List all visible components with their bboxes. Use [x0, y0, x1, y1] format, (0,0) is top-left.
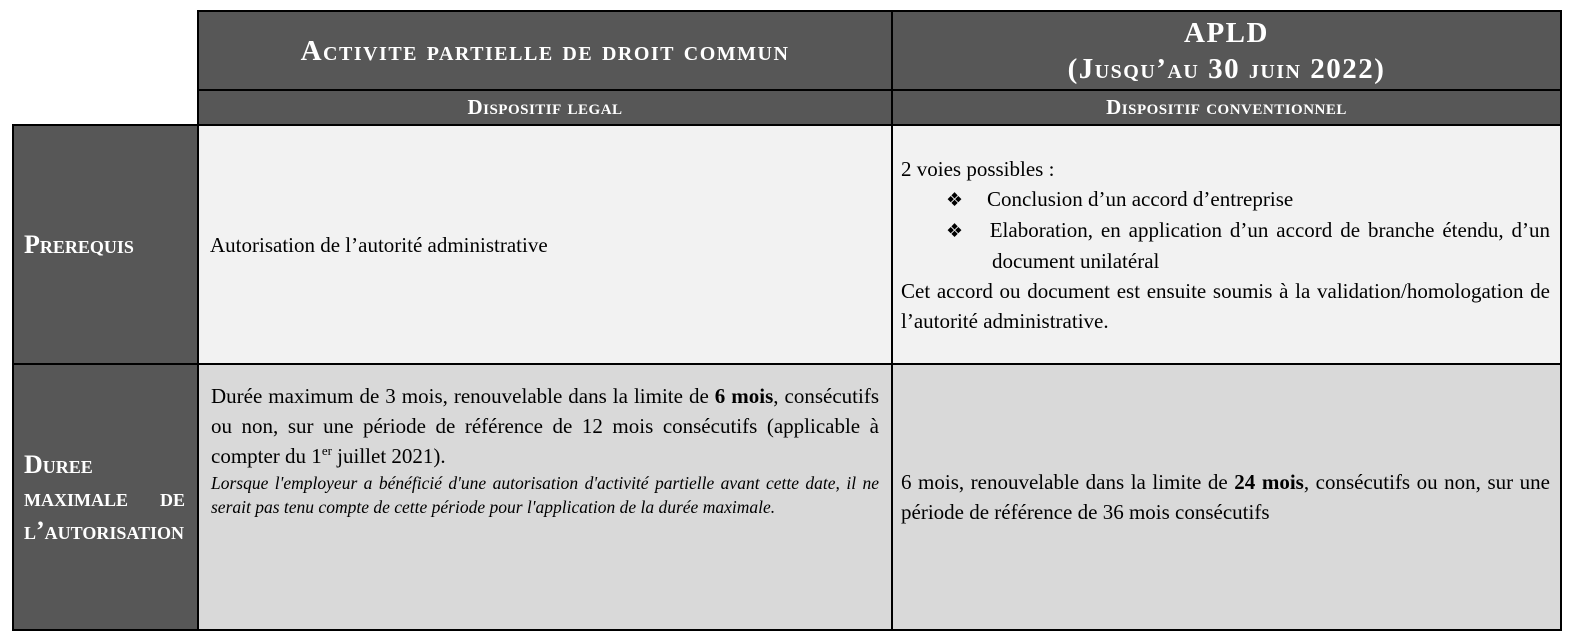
- duree-apdc-bold: 6 mois: [714, 384, 774, 408]
- diamond-bullet-icon: ❖: [946, 219, 966, 242]
- empty-corner-cell: [13, 90, 198, 125]
- cell-prerequis-apdc: [198, 125, 892, 364]
- diamond-bullet-icon: ❖: [946, 188, 964, 211]
- row-label-prerequis: Prerequis: [13, 125, 198, 364]
- duree-apld-text: [901, 467, 1550, 527]
- header-apld-title-line2: (Jusqu’au 30 juin 2022): [1067, 52, 1386, 85]
- list-item-text: Conclusion d’un accord d’entreprise: [987, 186, 1294, 211]
- header-cell-apdc: [198, 11, 892, 90]
- prerequis-apld-outro: Cet accord ou document est ensuite soumis à la validation/homologation de l’autorité administrative.: [901, 278, 1550, 333]
- header-apdc-title: Activite partielle de droit commun: [300, 34, 790, 67]
- header-apld-title-line1: APLD: [1184, 16, 1269, 49]
- subheader-cell-dispositif-legal: Dispositif legal: [198, 90, 892, 125]
- duree-apdc-part2: , consécutifs ou non, sur une période de référence de 12 mois consécutifs (applicable à compter du 1: [211, 384, 879, 468]
- duree-apdc-part1: Durée maximum de 3 mois, renouvelable dans la limite de: [211, 384, 715, 408]
- comparison-table: [12, 10, 1562, 631]
- cell-prerequis-apld: [892, 125, 1561, 364]
- list-item-text: Elaboration, en application d’un accord de branche étendu, d’un document unilatéral: [989, 217, 1551, 273]
- duree-apld-part2: , consécutifs ou non, sur une période de référence de 36 mois consécutifs: [901, 470, 1551, 524]
- empty-corner-cell: [13, 11, 198, 90]
- ordinal-superscript: er: [321, 443, 332, 458]
- list-item: [901, 184, 1550, 215]
- prerequis-apld-intro: 2 voies possibles :: [901, 156, 1055, 181]
- duree-apdc-text: [211, 381, 879, 471]
- duree-apld-bold: 24 mois: [1234, 470, 1304, 494]
- cell-duree-apld: [892, 364, 1561, 630]
- row-label-duree-maximale: Duree maximale de l’autorisation: [13, 364, 198, 630]
- list-item: [901, 215, 1550, 276]
- cell-duree-apdc: [198, 364, 892, 630]
- header-cell-apld: [892, 11, 1561, 90]
- subheader-cell-dispositif-conventionnel: Dispositif conventionnel: [892, 90, 1561, 125]
- duree-apdc-part3: juillet 2021).: [331, 444, 446, 468]
- prerequis-apdc-text: Autorisation de l’autorité administrative: [210, 232, 548, 257]
- duree-apld-part1: 6 mois, renouvelable dans la limite de: [901, 470, 1235, 494]
- duree-apdc-note: Lorsque l'employeur a bénéficié d'une autorisation d'activité partielle avant cette date, il ne serait pas tenu compte de cette période pour l'application de la durée maximale.: [211, 473, 879, 517]
